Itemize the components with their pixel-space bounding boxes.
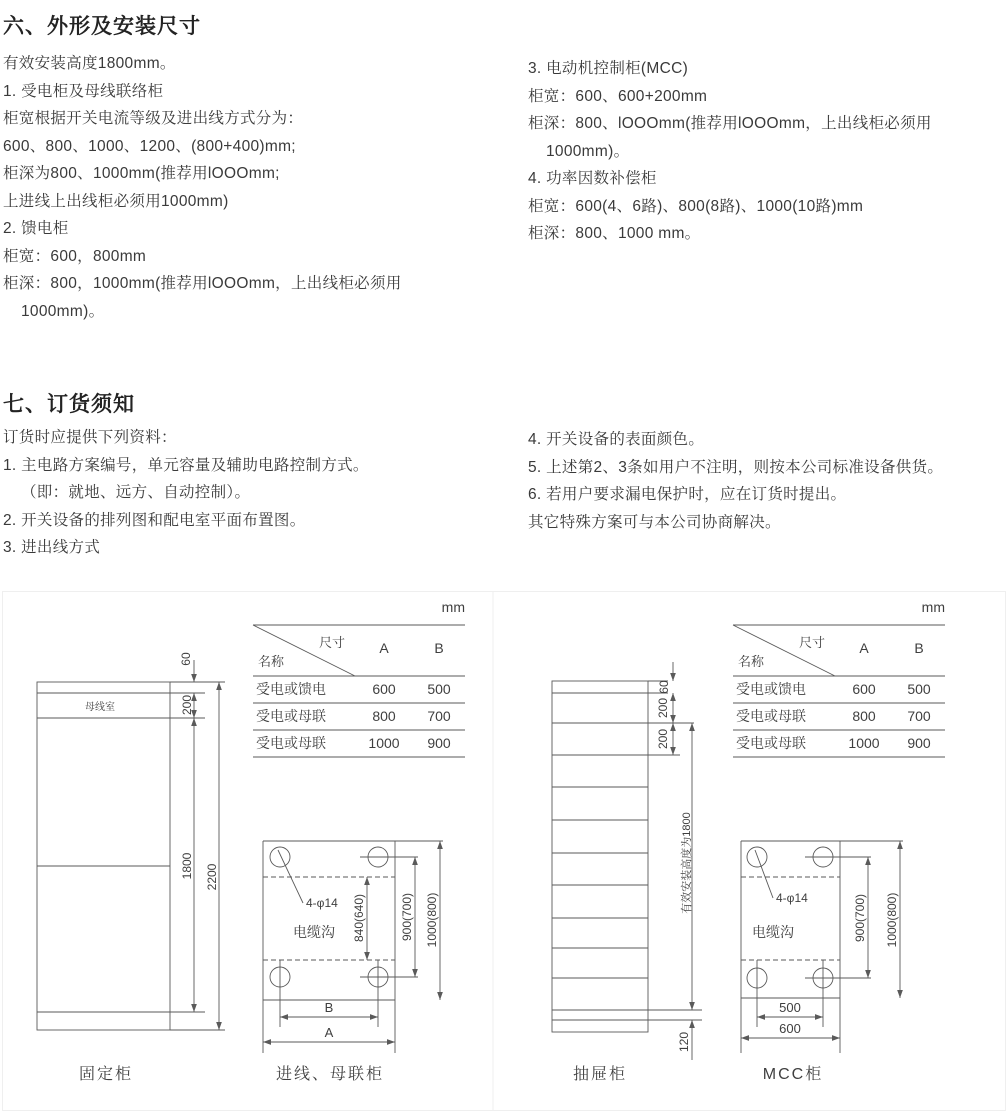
unit-label: mm — [921, 599, 945, 615]
dimension-drawings-panel — [0, 590, 1008, 1113]
bolt-hole — [747, 847, 767, 867]
unit-label: mm — [441, 599, 465, 615]
table-corner-name: 名称 — [737, 654, 765, 669]
row-a: 800 — [852, 708, 876, 724]
dim-2200-label: 2200 — [205, 863, 219, 891]
text-line: 2. 馈电柜 — [3, 220, 69, 237]
text-line: 1. 主电路方案编号，单元容量及辅助电路控制方式。 — [3, 456, 369, 474]
row-a: 1000 — [848, 735, 880, 751]
table-row — [736, 735, 931, 751]
text-line: 1000mm)。 — [546, 142, 630, 160]
dim-840-label: 840(640) — [352, 893, 366, 943]
mcc-plan-caption: MCC柜 — [762, 1066, 824, 1083]
text-line: 1000mm)。 — [21, 302, 105, 320]
text-line: 柜宽：600、600+200mm — [528, 87, 708, 105]
dim-120-label: 120 — [677, 1031, 691, 1053]
section6-right-column — [528, 55, 932, 248]
text-line: 柜深：800、lOOOmm(推荐用lOOOmm，上出线柜必须用 — [528, 115, 932, 132]
row-a: 1000 — [368, 735, 400, 751]
dim-b-label: B — [324, 1000, 334, 1015]
row-name: 受电或母联 — [256, 708, 326, 724]
row-name: 受电或馈电 — [736, 681, 806, 697]
row-a: 800 — [372, 708, 396, 724]
text-line: 4. 开关设备的表面颜色。 — [528, 431, 705, 448]
section6-title: 六、外形及安装尺寸 — [3, 15, 201, 38]
text-line: 3. 电动机控制柜(MCC) — [528, 60, 689, 77]
dim-200-label: 200 — [656, 728, 670, 750]
dimension-table-left — [253, 599, 465, 757]
panel-border — [3, 592, 1006, 1111]
section6-left-column — [3, 50, 402, 325]
dim-200-label: 200 — [180, 694, 194, 716]
cable-trench-label: 电缆沟 — [752, 924, 794, 940]
row-name: 受电或母联 — [256, 735, 326, 751]
row-b: 900 — [427, 735, 451, 751]
text-line: 订货时应提供下列资料： — [3, 429, 177, 446]
cable-trench-label: 电缆沟 — [293, 924, 335, 940]
dim-1000-label: 1000(800) — [885, 892, 899, 948]
mcc-plan-drawing — [741, 841, 903, 1083]
table-row — [736, 708, 931, 724]
text-line: 3. 进出线方式 — [3, 539, 101, 556]
table-row — [256, 681, 451, 697]
table-col-b: B — [914, 640, 924, 656]
text-line: 4. 功率因数补偿柜 — [528, 170, 657, 187]
dim-a-label: A — [324, 1025, 334, 1040]
drawer-cabinet-caption: 抽屉柜 — [572, 1066, 628, 1083]
text-line: 柜深为800、1000mm(推荐用lOOOmm; — [3, 165, 280, 182]
fixed-cabinet-drawing — [37, 652, 225, 1083]
dim-900-label: 900(700) — [400, 892, 414, 942]
holes-label: 4-φ14 — [306, 896, 338, 910]
row-b: 900 — [907, 735, 931, 751]
dim-500-label: 500 — [779, 1000, 801, 1015]
dim-60-label: 60 — [179, 652, 193, 666]
row-name: 受电或母联 — [736, 708, 806, 724]
text-line: 有效安装高度1800mm。 — [3, 55, 176, 72]
holes-label: 4-φ14 — [776, 891, 808, 905]
text-line: 柜深：800、1000 mm。 — [528, 225, 701, 242]
incoming-plan-caption: 进线、母联柜 — [275, 1066, 385, 1083]
row-a: 600 — [852, 681, 876, 697]
table-corner-size: 尺寸 — [318, 635, 346, 650]
text-line: 5. 上述第2、3条如用户不注明，则按本公司标准设备供货。 — [528, 458, 944, 476]
dim-60-label: 60 — [657, 680, 671, 694]
text-line: 6. 若用户要求漏电保护时，应在订货时提出。 — [528, 486, 847, 503]
dim-200-label: 200 — [656, 697, 670, 719]
table-corner-name: 名称 — [257, 654, 285, 669]
text-line: 柜宽：600，800mm — [3, 247, 147, 265]
table-col-b: B — [434, 640, 444, 656]
bolt-hole — [270, 847, 290, 867]
row-b: 700 — [907, 708, 931, 724]
cabinet-outline — [552, 681, 648, 1032]
fixed-cabinet-caption: 固定柜 — [78, 1066, 134, 1083]
drawer-cabinet-drawing — [552, 662, 702, 1083]
cabinet-outline — [37, 682, 170, 1030]
dim-900-label: 900(700) — [853, 893, 867, 943]
busbar-room-label: 母线室 — [85, 702, 115, 713]
effective-height-label: 有效安装高度为1800 — [681, 812, 693, 914]
text-line: 其它特殊方案可与本公司协商解决。 — [528, 513, 781, 531]
table-row — [256, 708, 451, 724]
row-name: 受电或母联 — [736, 735, 806, 751]
table-corner-size: 尺寸 — [798, 635, 826, 650]
text-line: 柜宽：600(4、6路)、800(8路)、1000(10路)mm — [528, 197, 864, 215]
text-line: （即：就地、远方、自动控制）。 — [21, 484, 251, 501]
table-row — [736, 681, 931, 697]
text-line: 1. 受电柜及母线联络柜 — [3, 82, 164, 100]
section7-title: 七、订货须知 — [3, 393, 135, 416]
table-col-a: A — [379, 640, 389, 656]
section7-left-column — [3, 424, 369, 562]
incoming-plan-drawing — [263, 841, 443, 1083]
dim-1000-label: 1000(800) — [425, 892, 439, 948]
text-line: 柜深：800，1000mm(推荐用lOOOmm，上出线柜必须用 — [3, 275, 402, 292]
text-line: 上进线上出线柜必须用1000mm) — [3, 192, 229, 210]
table-col-a: A — [859, 640, 869, 656]
row-b: 500 — [427, 681, 451, 697]
row-a: 600 — [372, 681, 396, 697]
text-line: 2. 开关设备的排列图和配电室平面布置图。 — [3, 511, 306, 529]
row-b: 500 — [907, 681, 931, 697]
section7-right-column — [528, 426, 943, 536]
row-name: 受电或馈电 — [256, 681, 326, 697]
dim-600-label: 600 — [779, 1021, 801, 1036]
dimension-table-right — [733, 599, 945, 757]
text-line: 600、800、1000、1200、(800+400)mm; — [3, 137, 296, 155]
row-b: 700 — [427, 708, 451, 724]
text-line: 柜宽根据开关电流等级及进出线方式分为： — [3, 110, 304, 127]
table-row — [256, 735, 451, 751]
dim-1800-label: 1800 — [180, 852, 194, 880]
